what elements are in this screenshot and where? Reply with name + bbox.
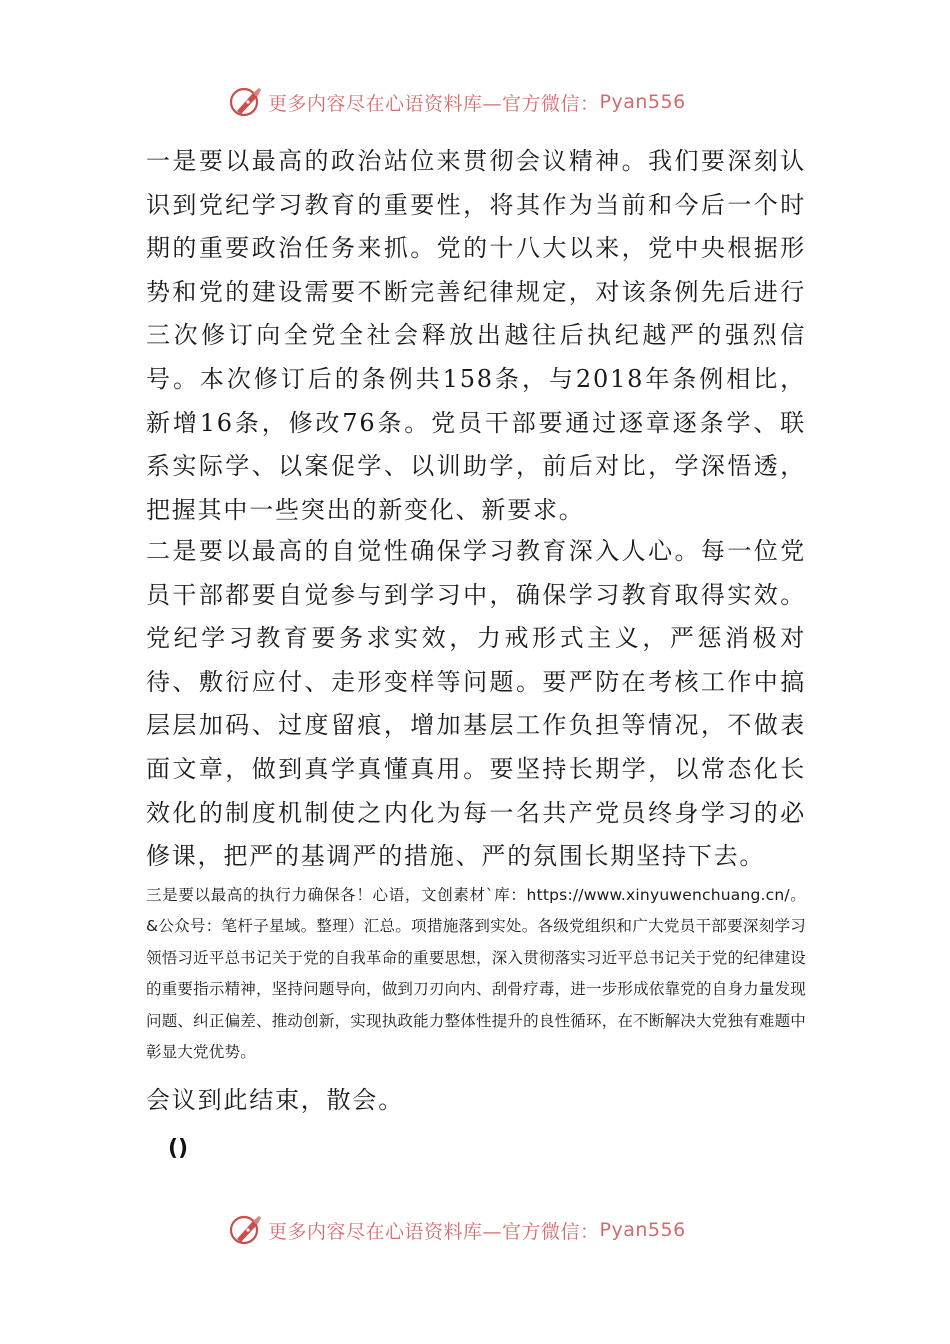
paragraph-2: 二是要以最高的自觉性确保学习教育深入人心。每一位党员干部都要自觉参与到学习中，确保学习教育取得实效。党纪学习教育要务求实效，力戒形式主义，严惩消极对待、敷衍应付、走形变样等问题。要严防在考核工作中搞层层加码、过度留痕，增加基层工作负担等情况，不做表面文章，做到真学真懂真用。要坚持长期学，以常态化长效化的制度机制使之内化为每一名共产党员终身学习的必修课，把严的基调严的措施、严的氛围长期坚持下去。 xyxy=(146,537,806,871)
footer-banner-text: 更多内容尽在心语资料库—官方微信： xyxy=(268,1220,600,1243)
header-banner-wechat-id: Pyan556 xyxy=(599,91,686,113)
header-banner xyxy=(228,82,748,122)
paragraph-closing: 会议到此结束，散会。 xyxy=(146,1086,404,1114)
empty-parentheses: () xyxy=(168,1136,189,1161)
header-banner-text: 更多内容尽在心语资料库—官方微信： xyxy=(268,92,600,115)
footer-banner xyxy=(228,1210,748,1250)
footer-banner-wechat-id: Pyan556 xyxy=(599,1219,686,1241)
pen-nib-logo-icon xyxy=(228,1212,264,1248)
paragraph-1: 一是要以最高的政治站位来贯彻会议精神。我们要深刻认识到党纪学习教育的重要性，将其作为当前和今后一个时期的重要政治任务来抓。党的十八大以来，党中央根据形势和党的建设需要不断完善纪律规定，对该条例先后进行三次修订向全党全社会释放出越往后执纪越严的强烈信号。本次修订后的条例共158条，与2018年条例相比，新增16条，修改76条。党员干部要通过逐章逐条学、联系实际学、以案促学、以训助学，前后对比，学深悟透，把握其中一些突出的新变化、新要求。 xyxy=(146,147,806,524)
pen-nib-logo-icon xyxy=(228,84,264,120)
paragraph-3: 三是要以最高的执行力确保各！心语，文创素材`库：https://www.xinyuwenchuang.cn/。&公众号：笔杆子星域。整理）汇总。项措施落到实处。各级党组织和广大党员干部要深刻学习领悟习近平总书记关于党的自我革命的重要思想，深入贯彻落实习近平总书记关于党的纪律建设的重要指示精神，坚持问题导向，做到刀刃向内、刮骨疗毒，进一步形成依靠党的自身力量发现问题、纠正偏差、推动创新，实现执政能力整体性提升的良性循环，在不断解决大党独有难题中彰显大党优势。 xyxy=(146,886,806,1062)
